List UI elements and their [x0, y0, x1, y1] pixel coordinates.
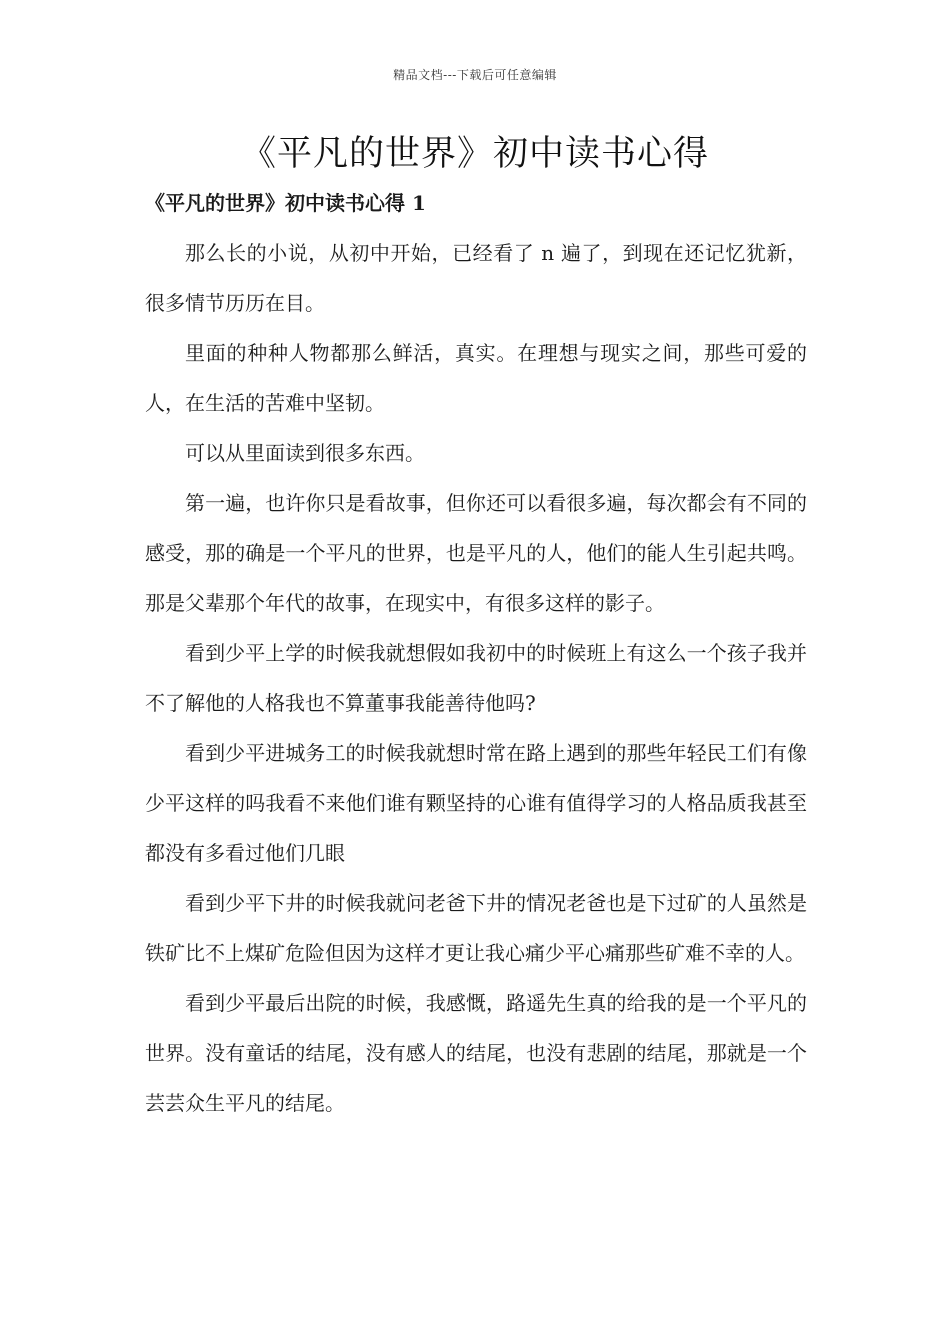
- header-note: 精品文档---下载后可任意编辑: [393, 68, 557, 82]
- paragraph: 看到少平进城务工的时候我就想时常在路上遇到的那些年轻民工们有像少平这样的吗我看不来他们谁有颗坚持的心谁有值得学习的人格品质我甚至都没有多看过他们几眼: [145, 741, 807, 865]
- paragraph: 看到少平最后出院的时候，我感慨，路遥先生真的给我的是一个平凡的世界。没有童话的结尾，没有感人的结尾，也没有悲剧的结尾，那就是一个芸芸众生平凡的结尾。: [145, 991, 807, 1115]
- document-title: 《平凡的世界》初中读书心得: [240, 134, 709, 174]
- paragraph: 看到少平上学的时候我就想假如我初中的时候班上有这么一个孩子我并不了解他的人格我也不算董事我能善待他吗?: [145, 641, 807, 715]
- paragraph: 可以从里面读到很多东西。: [185, 441, 425, 465]
- paragraph: 那么长的小说，从初中开始，已经看了 n 遍了，到现在还记忆犹新，很多情节历历在目。: [145, 241, 807, 315]
- paragraph: 里面的种种人物都那么鲜活，真实。在理想与现实之间，那些可爱的人，在生活的苦难中坚韧。: [145, 341, 807, 415]
- section-title: 《平凡的世界》初中读书心得 1: [145, 191, 426, 215]
- paragraph: 第一遍，也许你只是看故事，但你还可以看很多遍，每次都会有不同的感受，那的确是一个平凡的世界，也是平凡的人，他们的能人生引起共鸣。那是父辈那个年代的故事，在现实中，有很多这样的影子。: [145, 491, 807, 615]
- document-body: [145, 228, 807, 1128]
- paragraph: 看到少平下井的时候我就问老爸下井的情况老爸也是下过矿的人虽然是铁矿比不上煤矿危险但因为这样才更让我心痛少平心痛那些矿难不幸的人。: [145, 891, 807, 965]
